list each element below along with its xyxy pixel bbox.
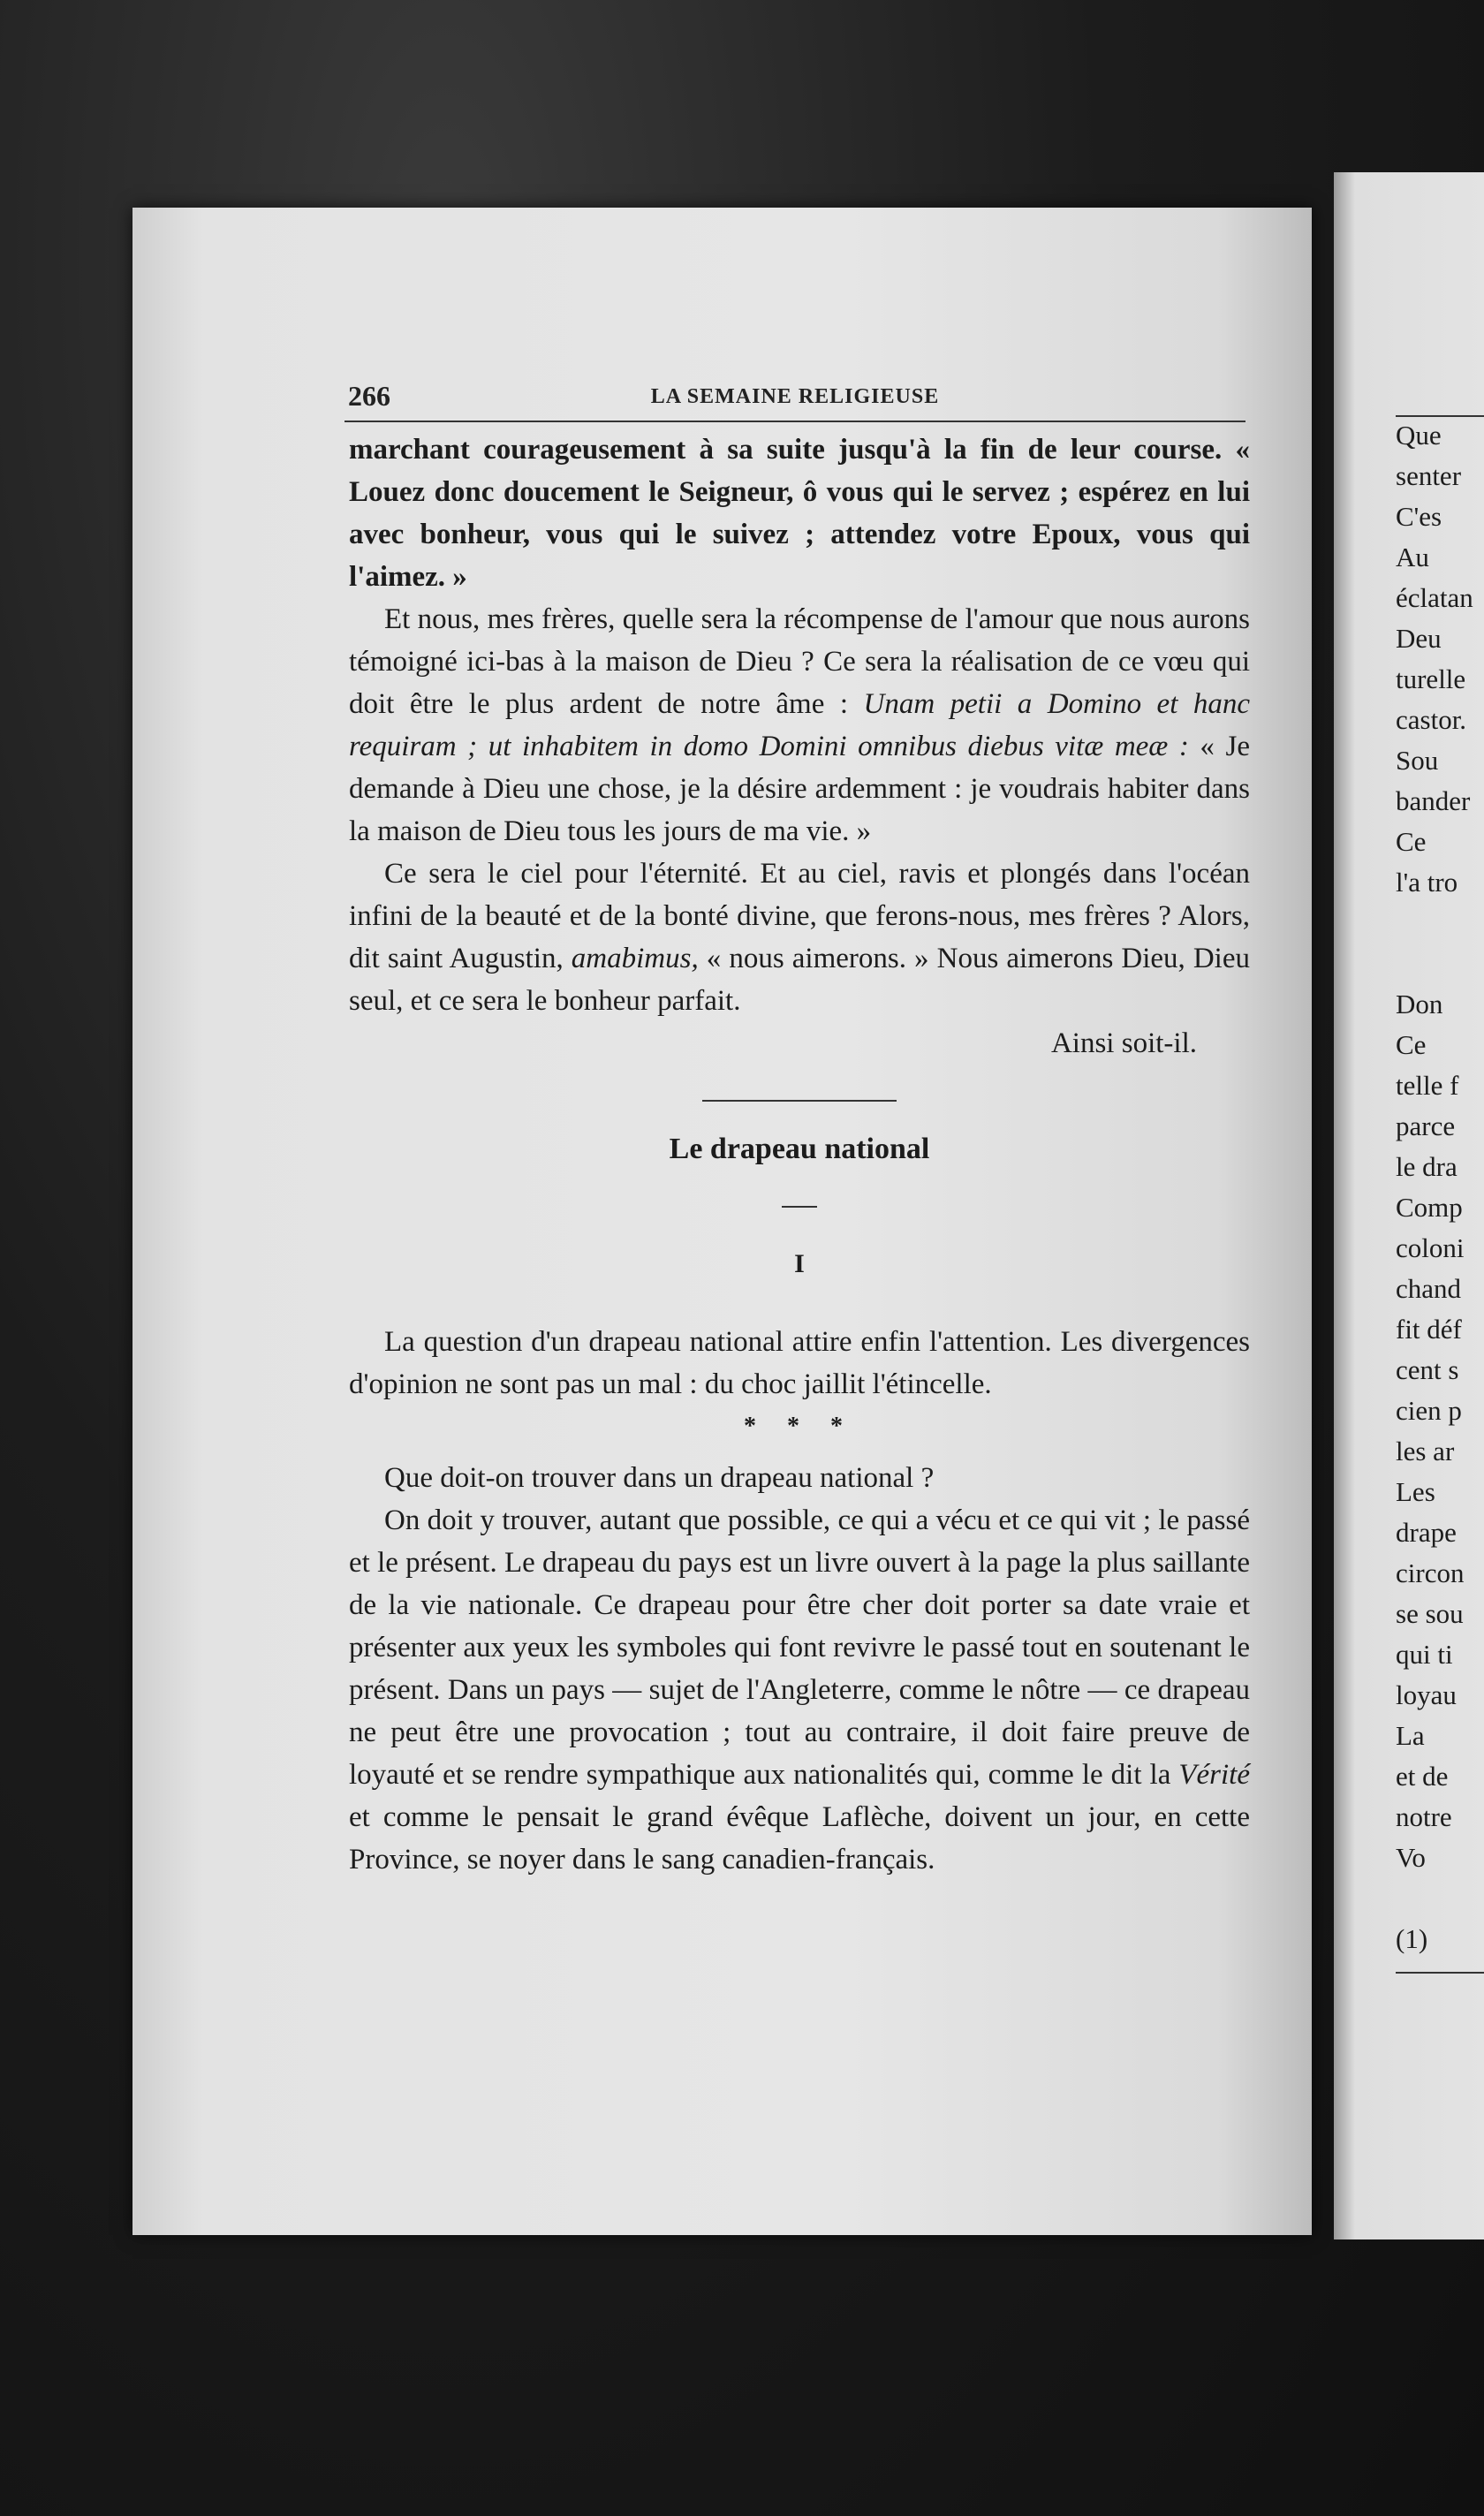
facing-page-line: turelle: [1396, 663, 1466, 694]
facing-page-line: fit déf: [1396, 1314, 1462, 1345]
facing-page-line: senter: [1396, 460, 1462, 491]
facing-page-line: Au: [1396, 542, 1429, 572]
facing-page-text: [1396, 415, 1484, 1959]
facing-page-line: qui ti: [1396, 1639, 1453, 1670]
title-dash: [782, 1206, 817, 1208]
facing-page-line: [1396, 1878, 1484, 1919]
newspaper-name: Vérité: [1178, 1759, 1250, 1791]
facing-page-line: (1): [1396, 1923, 1428, 1954]
facing-page-line: Don: [1396, 989, 1443, 1019]
facing-page-line: bander: [1396, 785, 1471, 816]
facing-page-line: C'es: [1396, 501, 1442, 532]
facing-page-line: parce: [1396, 1110, 1456, 1141]
facing-page-line: Les: [1396, 1476, 1435, 1507]
facing-page-line: Vo: [1396, 1842, 1426, 1873]
article-paragraph-1: La question d'un drapeau national attire enfin l'attention. Les divergences d'opinion ne sont pas un mal : du choc jaillit l'étincelle.: [349, 1326, 1250, 1400]
facing-page-line: telle f: [1396, 1070, 1459, 1101]
facing-page-line: Ce: [1396, 1029, 1427, 1060]
facing-page-line: drape: [1396, 1517, 1457, 1548]
facing-page-line: notre: [1396, 1801, 1452, 1832]
facing-page-line: Que: [1396, 420, 1442, 451]
facing-page-line: loyau: [1396, 1679, 1457, 1710]
facing-page-line: et de: [1396, 1761, 1449, 1792]
facing-page-line: cent s: [1396, 1354, 1459, 1385]
article-paragraph-3: On doit y trouver, autant que possible, ce qui a vécu et ce qui vit ; le passé et le présent. Le drapeau du pays est un livre ouvert à la page la plus saillante de la vie nationale. Ce drapeau pour être cher doit porter sa date vraie et présenter aux yeux les symboles qui font revivre le passé tout en soutenant le présent. Dans un pays — sujet de l'Angleterre, comme le nôtre — ce drapeau ne peut être une provocation ; tout au contraire, il doit faire preuve de loyauté et se rendre sympathique aux nationalités qui, comme le dit la Vérité et comme le pensait le grand évêque Laflèche, doivent un jour, en cette Province, se noyer dans le sang canadien-français.: [349, 1504, 1250, 1876]
facing-page-line: [1396, 944, 1484, 984]
facing-page-line: coloni: [1396, 1232, 1465, 1263]
facing-page-line: circon: [1396, 1557, 1465, 1588]
latin-quote-1: Unam petii a Domino et hanc requiram ; ut inhabitem in domo Domini omnibus diebus vitæ meæ :: [349, 688, 1250, 762]
facing-page-line: Ce: [1396, 826, 1427, 857]
facing-page-line: le dra: [1396, 1151, 1458, 1182]
closing-line: Ainsi soit-il.: [1050, 1027, 1197, 1059]
page-body: [349, 428, 1250, 1881]
asterism: * * *: [744, 1413, 855, 1440]
page-header: [344, 380, 1246, 422]
section-divider: [702, 1100, 897, 1102]
page-number: 266: [348, 380, 390, 412]
facing-page-footnote-rule: [1396, 1972, 1484, 1974]
facing-page-line: les ar: [1396, 1436, 1455, 1466]
facing-page-line: chand: [1396, 1273, 1462, 1304]
facing-page-line: Deu: [1396, 623, 1442, 654]
facing-page-line: cien p: [1396, 1395, 1462, 1426]
running-head: LA SEMAINE RELIGIEUSE: [650, 385, 940, 408]
facing-page-line: Sou: [1396, 745, 1439, 776]
article-title: Le drapeau national: [669, 1133, 930, 1165]
facing-page-line: éclatan: [1396, 582, 1473, 613]
article-paragraph-2: Que doit-on trouver dans un drapeau national ?: [384, 1462, 935, 1494]
paragraph-1: marchant courageusement à sa suite jusqu'à la fin de leur course. « Louez donc doucement le Seigneur, ô vous qui le servez ; espérez en lui avec bonheur, vous qui le suivez ; attendez votre Epoux, vous qui l'aimez. »: [349, 434, 1250, 593]
latin-quote-2: amabimus,: [571, 943, 699, 974]
facing-page-line: La: [1396, 1720, 1425, 1751]
facing-page-line: Comp: [1396, 1192, 1463, 1223]
section-number: I: [794, 1249, 805, 1278]
paragraph-3: Ce sera le ciel pour l'éternité. Et au ciel, ravis et plongés dans l'océan infini de la beauté et de la bonté divine, que ferons-nous, mes frères ? Alors, dit saint Augustin, amabimus, « nous aimerons. » Nous aimerons Dieu, Dieu seul, et ce sera le bonheur parfait.: [349, 858, 1250, 1017]
facing-page-line: l'a tro: [1396, 867, 1458, 898]
facing-page-line: [1396, 903, 1484, 944]
facing-page-line: castor.: [1396, 704, 1467, 735]
facing-page-line: se sou: [1396, 1598, 1464, 1629]
paragraph-2: Et nous, mes frères, quelle sera la récompense de l'amour que nous aurons témoigné ici-bas à la maison de Dieu ? Ce sera la réalisation de ce vœu qui doit être le plus ardent de notre âme : Unam petii a Domino et hanc requiram ; ut inhabitem in domo Domini omnibus diebus vitæ meæ : « Je demande à Dieu une chose, je la désire ardemment : je voudrais habiter dans la maison de Dieu tous les jours de ma vie. »: [349, 603, 1250, 847]
